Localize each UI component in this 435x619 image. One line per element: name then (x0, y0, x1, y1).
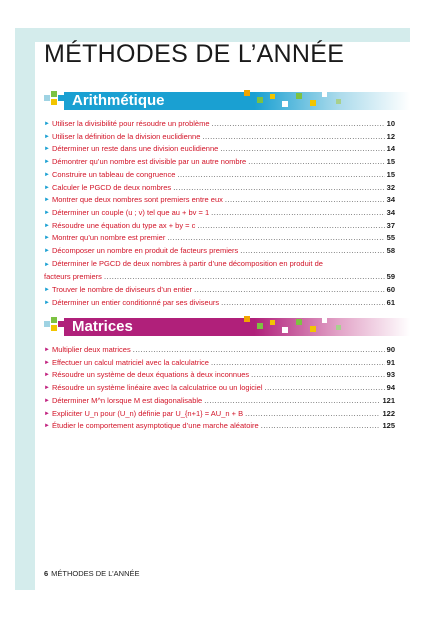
decor-square (270, 320, 275, 325)
section-header-arithmetique (44, 91, 410, 111)
section-header-matrices (44, 317, 410, 337)
section-title-arithmetique: Arithmétique (72, 92, 165, 109)
toc-entry[interactable]: ► Étudier le comportement asymptotique d’une marche aléatoire ..... 125 (44, 420, 395, 433)
toc-entry[interactable]: ► Résoudre un système linéaire avec la calculatrice ou un logiciel ..... 94 (44, 382, 395, 395)
decor-square (322, 92, 327, 97)
toc-entry[interactable]: ► Démontrer qu’un nombre est divisible par un autre nombre ..... 15 (44, 156, 395, 169)
decor-square (282, 327, 288, 333)
toc-entry[interactable]: ► Utiliser la définition de la division euclidienne ..... 12 (44, 131, 395, 144)
toc-list-matrices (44, 344, 395, 433)
decor-square (310, 100, 316, 106)
decor-square (51, 99, 57, 105)
decor-square (257, 97, 263, 103)
page-title: MÉTHODES DE L’ANNÉE (44, 40, 345, 68)
toc-entry[interactable]: ► Déterminer un couple (u ; v) tel que au + bv = 1 ..... 34 (44, 207, 395, 220)
decor-square (310, 326, 316, 332)
toc-entry[interactable]: ► Utiliser la divisibilité pour résoudre un problème ..... 10 (44, 118, 395, 131)
toc-entry[interactable]: ► Expliciter U_n pour (U_n) définie par U_{n+1} = AU_n + B ..... 122 (44, 408, 395, 421)
left-decorative-stripe (15, 28, 35, 590)
decor-square (51, 91, 57, 97)
toc-entry[interactable]: ► Résoudre une équation du type ax + by = c ..... 37 (44, 220, 395, 233)
toc-entry[interactable]: ► Décomposer un nombre en produit de facteurs premiers ..... 58 (44, 245, 395, 258)
toc-entry[interactable]: ► Effectuer un calcul matriciel avec la calculatrice ..... 91 (44, 357, 395, 370)
decor-square (296, 93, 302, 99)
toc-entry[interactable]: ► Résoudre un système de deux équations à deux inconnues ..... 93 (44, 369, 395, 382)
toc-entry[interactable]: ► Montrer que deux nombres sont premiers entre eux ..... 34 (44, 194, 395, 207)
toc-entry[interactable]: ► Déterminer le PGCD de deux nombres à partir d’une décomposition en produit de facteurs premiers ..... 59 (44, 258, 395, 284)
decor-square (44, 321, 50, 327)
decor-square (244, 316, 250, 322)
decor-square (44, 95, 50, 101)
toc-entry[interactable]: ► Montrer qu’un nombre est premier ..... 55 (44, 232, 395, 245)
decor-square (296, 319, 302, 325)
section-title-matrices: Matrices (72, 318, 133, 335)
decor-square (257, 323, 263, 329)
toc-entry[interactable]: ► Déterminer un entier conditionné par ses diviseurs ..... 61 (44, 297, 395, 310)
decor-square (322, 318, 327, 323)
toc-entry[interactable]: ► Calculer le PGCD de deux nombres ..... 32 (44, 182, 395, 195)
footer-page-number: 6 (44, 569, 49, 578)
decor-square (51, 317, 57, 323)
footer-label: MÉTHODES DE L’ANNÉE (51, 569, 140, 578)
decor-square (51, 325, 57, 331)
toc-entry[interactable]: ► Déterminer un reste dans une division euclidienne ..... 14 (44, 143, 395, 156)
decor-square (270, 94, 275, 99)
toc-entry[interactable]: ► Déterminer M^n lorsque M est diagonalisable ..... 121 (44, 395, 395, 408)
decor-square (336, 99, 341, 104)
toc-entry[interactable]: ► Trouver le nombre de diviseurs d’un entier ..... 60 (44, 284, 395, 297)
toc-entry[interactable]: ► Multiplier deux matrices ..... 90 (44, 344, 395, 357)
toc-list-arithmetique (44, 118, 395, 310)
decor-square (336, 325, 341, 330)
page-footer (44, 569, 140, 578)
toc-entry[interactable]: ► Construire un tableau de congruence ..... 15 (44, 169, 395, 182)
decor-square (244, 90, 250, 96)
decor-square (282, 101, 288, 107)
